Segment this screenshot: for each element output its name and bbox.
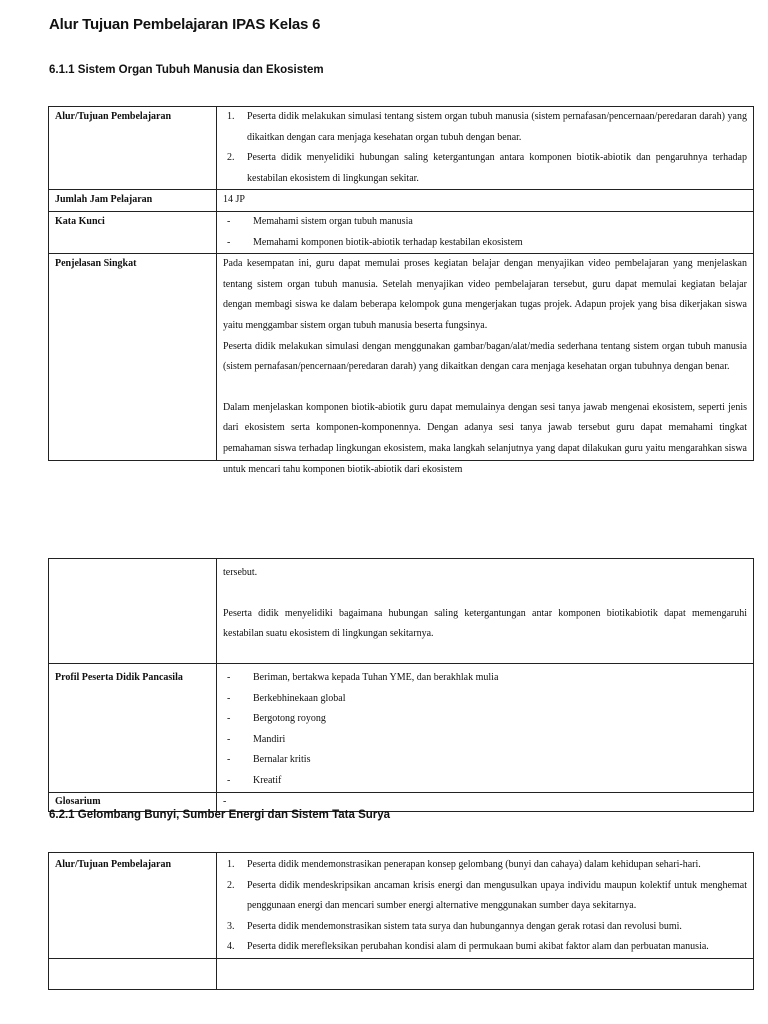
table-row: [49, 211, 754, 253]
row-label-jam: Jumlah Jam Pelajaran: [49, 190, 217, 212]
list-item: 3. Peserta didik mendemonstrasikan sistem tata surya dan hubungannya dengan gerak rotasi dan revolusi bumi.: [227, 920, 682, 932]
list-item: - Bernalar kritis: [227, 754, 311, 766]
section-heading-1: 6.1.1 Sistem Organ Tubuh Manusia dan Ekosistem: [49, 64, 324, 76]
page-title: Alur Tujuan Pembelajaran IPAS Kelas 6: [49, 16, 321, 33]
list-item: - Berkebhinekaan global: [227, 692, 346, 704]
glosarium-value: -: [217, 792, 754, 811]
penjelasan-paragraph-4: tersebut.: [223, 567, 258, 578]
list-item: 1. Peserta didik mendemonstrasikan penerapan konsep gelombang (bunyi dan cahaya) dalam kehidupan sehari-hari.: [227, 859, 701, 870]
alur-list: [223, 107, 747, 189]
kata-kunci-cell: [217, 211, 754, 253]
row-label-penjelasan: Penjelasan Singkat: [49, 254, 217, 461]
atp-table-2: [48, 852, 754, 990]
table-row: [49, 664, 754, 793]
row-label-alur: Alur/Tujuan Pembelajaran: [49, 107, 217, 190]
list-item: 4. Peserta didik merefleksikan perubahan kondisi alam di permukaan bumi akibat faktor alam dan perbuatan manusia.: [227, 941, 709, 953]
kata-kunci-list: [223, 212, 747, 253]
list-item: 1. Peserta didik melakukan simulasi tentang sistem organ tubuh manusia (sistem pernafasan/pencernaan/peredaran darah) yang dikaitkan dengan cara menjaga kesehatan organ tubuh dengan benar.: [227, 111, 747, 143]
table-row: [49, 958, 754, 989]
table-row: [49, 107, 754, 190]
next-row-label: [49, 958, 217, 989]
table-row: [49, 559, 754, 664]
alur-list-2: [223, 855, 747, 958]
profil-list: [223, 668, 747, 792]
table-row: [49, 254, 754, 461]
alur-cell-2: [217, 853, 754, 959]
alur-cell: [217, 107, 754, 190]
list-item: - Beriman, bertakwa kepada Tuhan YME, dan berakhlak mulia: [227, 672, 499, 683]
row-label-kata-kunci: Kata Kunci: [49, 211, 217, 253]
list-item: - Kreatif: [227, 774, 282, 786]
penjelasan-cell: [217, 254, 754, 475]
row-label-glosarium: Glosarium: [49, 792, 217, 811]
list-item: - Memahami komponen biotik-abiotik terhadap kestabilan ekosistem: [227, 236, 523, 248]
next-row-cell: [217, 958, 754, 989]
list-item: 2. Peserta didik mendeskripsikan ancaman krisis energi dan mengusulkan upaya individu maupun kolektif untuk menghemat penggunaan energi dan mencari sumber energi alternative menggunakan sumber daya sekitarnya.: [227, 879, 747, 912]
section-heading-2: 6.2.1 Gelombang Bunyi, Sumber Energi dan Sistem Tata Surya: [49, 809, 391, 821]
list-item: - Memahami sistem organ tubuh manusia: [227, 215, 413, 227]
penjelasan-paragraph-2: Peserta didik melakukan simulasi dengan menggunakan gambar/bagan/alat/media sederhana tentang sistem organ tubuh manusia (sistem pernafasan/pencernaan/peredaran darah) yang dikaitkan dengan cara menjaga kesehatan organ tubuhnya dengan benar.: [223, 340, 747, 373]
list-item: - Mandiri: [227, 733, 286, 745]
penjelasan-paragraph-3: Dalam menjelaskan komponen biotik-abiotik guru dapat memulainya dengan sesi tanya jawab mengenai ekosistem, seperti jenis dari ekosistem serta komponen-komponennya. Dengan adanya sesi tanya jawab tersebut guru dapat memahami tingkat pemahaman siswa terhadap lingkungan ekosistem, maka langkah selanjutnya yang dapat dilakukan guru yaitu mengarahkan siswa untuk mencari tahu komponen biotik-abiotik dari ekosistem: [223, 401, 747, 475]
penjelasan-continued-cell: [217, 559, 754, 664]
row-label-profil: Profil Peserta Didik Pancasila: [49, 664, 217, 793]
list-item: - Bergotong royong: [227, 713, 326, 725]
empty-label-cell: [49, 559, 217, 664]
table-row: [49, 190, 754, 212]
penjelasan-paragraph-5: Peserta didik menyelidiki bagaimana hubungan saling ketergantungan antar komponen biotikabiotik dapat memengaruhi kestabilan suatu ekosistem di lingkungan sekitarnya.: [223, 607, 747, 640]
table-row: [49, 853, 754, 959]
atp-table-1-continued: [48, 558, 754, 812]
profil-cell: [217, 664, 754, 793]
list-item: 2. Peserta didik menyelidiki hubungan saling ketergantungan antara komponen biotik-abiotik dan pengaruhnya terhadap kestabilan ekosistem di lingkungan sekitar.: [227, 152, 747, 184]
row-label-alur-2: Alur/Tujuan Pembelajaran: [49, 853, 217, 959]
penjelasan-paragraph-1: Pada kesempatan ini, guru dapat memulai proses kegiatan belajar dengan menyajikan video pembelajaran yang menjelaskan tentang sistem organ tubuh manusia. Setelah menyajikan video pembelajaran tersebut, guru dapat memulai kegiatan belajar dengan membagi siswa ke dalam beberapa kelompok guna mengerjakan tugas projek. Adapun projek yang bisa dikerjakan siswa yaitu menggambar sistem organ tubuh manusia beserta fungsinya.: [223, 258, 747, 331]
jam-value: 14 JP: [217, 190, 754, 212]
atp-table-1: [48, 106, 754, 475]
